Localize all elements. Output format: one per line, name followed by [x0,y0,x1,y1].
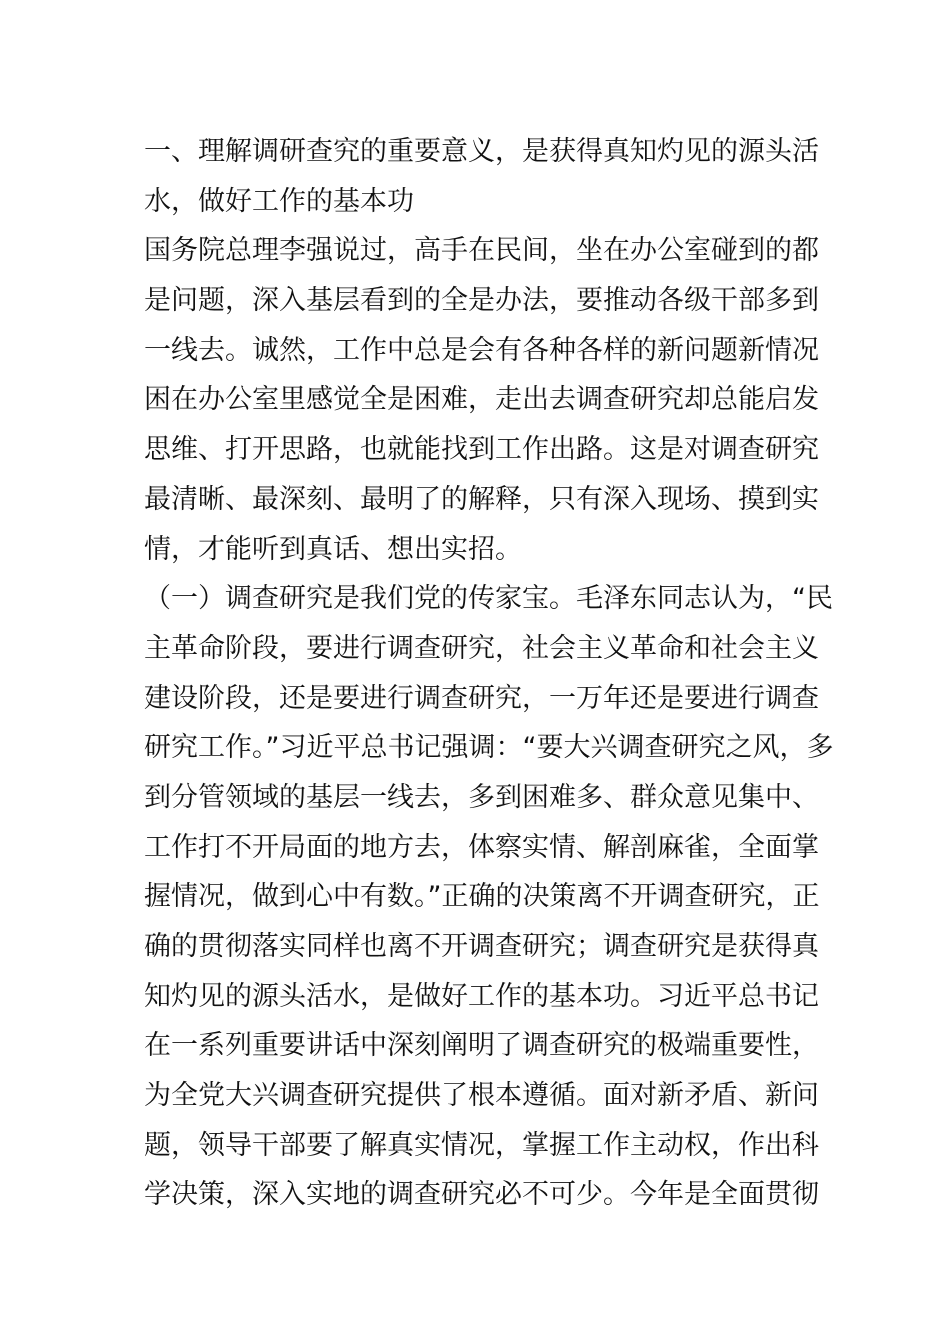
paragraph-line: 工作打不开局面的地方去，体察实情、解剖麻雀，全面掌 [144,831,819,863]
paragraph-line: 知灼见的源头活水，是做好工作的基本功。习近平总书记 [144,980,819,1012]
paragraph-line: 到分管领域的基层一线去，多到困难多、群众意见集中、 [144,781,819,813]
paragraph-line: 研究工作。”习近平总书记强调：“要大兴调查研究之风，多 [144,732,834,764]
paragraph-line: 困在办公室里感觉全是困难，走出去调查研究却总能启发 [144,384,819,416]
paragraph-line: 确的贯彻落实同样也离不开调查研究；调查研究是获得真 [144,931,819,962]
paragraph-line: 一线去。诚然，工作中总是会有各种各样的新问题新情况 [144,334,819,366]
paragraph-line: 国务院总理李强说过，高手在民间，坐在办公室碰到的都 [144,235,819,267]
paragraph-line: 在一系列重要讲话中深刻阐明了调查研究的极端重要性， [144,1030,819,1062]
paragraph-line: 思维、打开思路，也就能找到工作出路。这是对调查研究 [144,434,819,466]
paragraph-line: 学决策，深入实地的调查研究必不可少。今年是全面贯彻 [144,1179,819,1211]
heading-line: 水，做好工作的基本功 [144,185,414,217]
paragraph-line: 最清晰、最深刻、最明了的解释，只有深入现场、摸到实 [144,483,819,515]
paragraph-intro [144,226,819,574]
document-body [144,127,834,1220]
paragraph-line: 题，领导干部要了解真实情况，掌握工作主动权，作出科 [144,1129,819,1161]
paragraph-subsection-1 [144,574,834,1220]
paragraph-line: 建设阶段，还是要进行调查研究，一万年还是要进行调查 [144,682,819,714]
paragraph-line: （一）调查研究是我们党的传家宝。毛泽东同志认为，“民 [144,583,833,615]
paragraph-line: 情，才能听到真话、想出实招。 [144,533,522,565]
paragraph-line: 主革命阶段，要进行调查研究，社会主义革命和社会主义 [144,632,819,664]
paragraph-line: 为全党大兴调查研究提供了根本遵循。面对新矛盾、新问 [144,1080,819,1112]
paragraph-line: 握情况，做到心中有数。”正确的决策离不开调查研究，正 [144,881,820,913]
heading-line: 一、理解调研查究的重要意义，是获得真知灼见的源头活 [144,136,819,167]
paragraph-line: 是问题，深入基层看到的全是办法，要推动各级干部多到 [144,285,819,317]
section-heading [144,127,819,226]
